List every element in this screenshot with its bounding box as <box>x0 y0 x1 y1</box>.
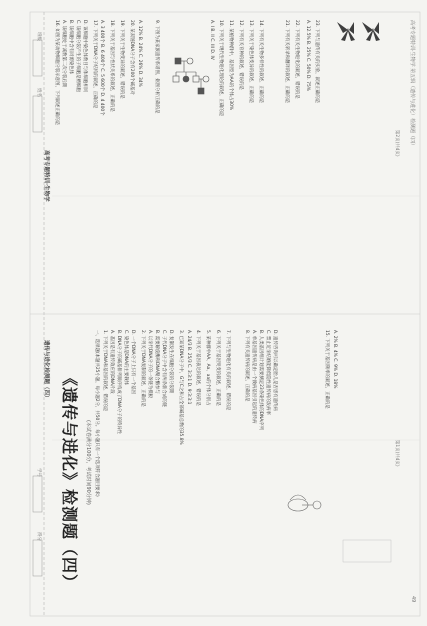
mid-line-12: 15. 下列关于基因频率的叙述，正确的是 <box>324 330 329 409</box>
right-line-13: A. 12.5% B. 25% C. 50% D. 75% <box>305 20 310 91</box>
page-mark: 49 <box>410 596 416 603</box>
left-line-4: D. 一个DNA分子上只有一个基因 <box>130 330 135 395</box>
mid-line-6: A. I B. II C. III D. IV <box>209 20 214 60</box>
mid-line-11: 14. 下列有关生物多样性的叙述，正确的是 <box>258 20 263 104</box>
mid-line-7: 10. 下列关于现代生物进化理论的叙述，正确的是 <box>218 20 223 117</box>
page-title: 《遗传与进化》检测题（四） <box>60 370 79 592</box>
mid-line-8: 11. 某植物种群中，基因型为AA的个体占30% <box>228 20 233 111</box>
left-line-6: A. 以亲代DNA分子的一条链为模板 <box>147 330 152 399</box>
mid-line-9: 12. 下列有关育种的叙述，错误的是 <box>238 20 243 90</box>
left-line-14: 6. 下列关于基因突变的叙述，正确的是 <box>215 330 220 406</box>
left-line-15: 7. 下列与生物进化有关的叙述，错误的是 <box>225 330 230 411</box>
mid-line-4: D. 遗传咨询可以确定胎儿是否患有遗传病 <box>272 330 277 411</box>
spine-title-left: 高考专题特训·生物学 <box>43 150 49 202</box>
right-line-2: B. 该细胞中含有同源染色体 <box>68 20 73 75</box>
left-line-1: A. 基因是有遗传效应的DNA片段 <box>109 330 114 394</box>
right-line-11: 21. 下列有关转录和翻译的叙述，正确的是 <box>284 20 289 104</box>
footer-page-1: 第1页(共4页) <box>394 440 399 467</box>
left-line-7: B. 需要解旋酶和DNA聚合酶参与 <box>154 330 159 394</box>
right-line-8: 19. 下列关于生物变异的叙述，错误的是 <box>119 20 124 99</box>
left-line-12: 4. 下列关于基因表达的叙述，错误的是 <box>195 330 200 406</box>
mid-line-0: 8. 下列有关遗传病的叙述，正确的是 <box>244 330 249 402</box>
right-line-3: C. 该细胞分裂产生的子细胞是精细胞 <box>75 20 80 92</box>
right-line-5: 17. 下列关于DNA分子结构的叙述，正确的是 <box>92 20 97 109</box>
right-line-6: A. 3 400个 B. 6 400个 C. 5 600个 D. 4 400个 <box>99 20 104 116</box>
right-line-12: 22. 下列有关生物进化的叙述，错误的是 <box>294 20 299 99</box>
cell-diagram <box>288 495 321 511</box>
spine-label-class: 班级 <box>36 32 41 41</box>
footer-page-2: 第2页(共4页) <box>394 130 399 157</box>
right-line-4: D. 该细胞中染色体数目与体细胞相同 <box>82 20 87 93</box>
left-line-11: A. 24/3 B. 25/3 C. 3:3:1 D. 9:3:3:1 <box>186 330 191 405</box>
spine-label-seat: 学号 <box>36 468 41 477</box>
spine-label-name: 姓名 <box>36 88 41 97</box>
right-line-1: A. 该细胞处于减数第二次分裂后期 <box>61 20 66 88</box>
left-line-5: 2. 下列关于DNA复制的叙述，正确的是 <box>140 330 145 407</box>
mid-line-1: A. 单基因遗传病是由一个致病基因引起的遗传病 <box>251 330 256 424</box>
mid-line-5: 9. 下图为某家族遗传系谱图，据图分析正确的是 <box>154 20 159 114</box>
mid-line-13: A. 2% B. 4% C. 9% D. 18% <box>332 330 337 389</box>
left-line-0: 1. 下列关于DNA和基因的叙述，错误的是 <box>102 330 107 412</box>
mid-line-3: C. 禁止近亲结婚能降低隐性遗传病的发病率 <box>265 330 270 415</box>
left-line-2: B. DNA分子的碱基排列顺序构成了DNA分子的特异性 <box>116 330 121 435</box>
left-line-8: C. 子代DNA分子中含有两条新合成的链 <box>161 330 166 407</box>
right-line-14: 23. 下列与遗传有关的实验，叙述正确的是 <box>314 20 319 104</box>
mid-line-10: 13. 下列关于染色体变异的叙述，正确的是 <box>248 20 253 104</box>
right-line-10: A. 12% B. 24% C. 26% D. 34% <box>137 20 142 87</box>
right-line-0: 16. 如图为某动物细胞分裂示意图，下列叙述正确的是 <box>54 20 59 125</box>
page-subtitle: (本试卷满分100分，考试时间90分钟) <box>85 420 91 505</box>
pedigree-figure <box>173 58 209 94</box>
right-line-7: 18. 下列关于基因与性状关系的叙述，正确的是 <box>109 20 114 112</box>
running-head: 高考专题特训·生物学 第五辑（遗传与进化）检测题（四） <box>409 20 415 149</box>
left-line-10: 3. 已知某DNA分子中，G与C之和占全部碱基总数的35.8% <box>178 330 183 445</box>
right-line-9: 20. 某双链DNA分子含有200个碱基对 <box>129 20 134 95</box>
left-line-9: D. 复制发生在细胞分裂的分裂期 <box>168 330 173 394</box>
left-line-13: 5. 某种群中AA、Aa、aa的个体分别占 <box>205 330 210 406</box>
mid-line-2: B. 人类基因组计划需要测定23条染色体的DNA序列 <box>258 330 263 431</box>
spine-title-right: 遗传与进化检测题（四） <box>43 340 49 401</box>
spine-label-score: 得分 <box>36 532 41 541</box>
chromosome-figure <box>337 22 380 41</box>
section-heading: 一、选择题(本题共25小题，每小题2分，共50分。每小题只有一个选项符合题目要求) <box>94 330 99 497</box>
left-line-3: C. 染色体是DNA的主要载体 <box>123 330 128 386</box>
